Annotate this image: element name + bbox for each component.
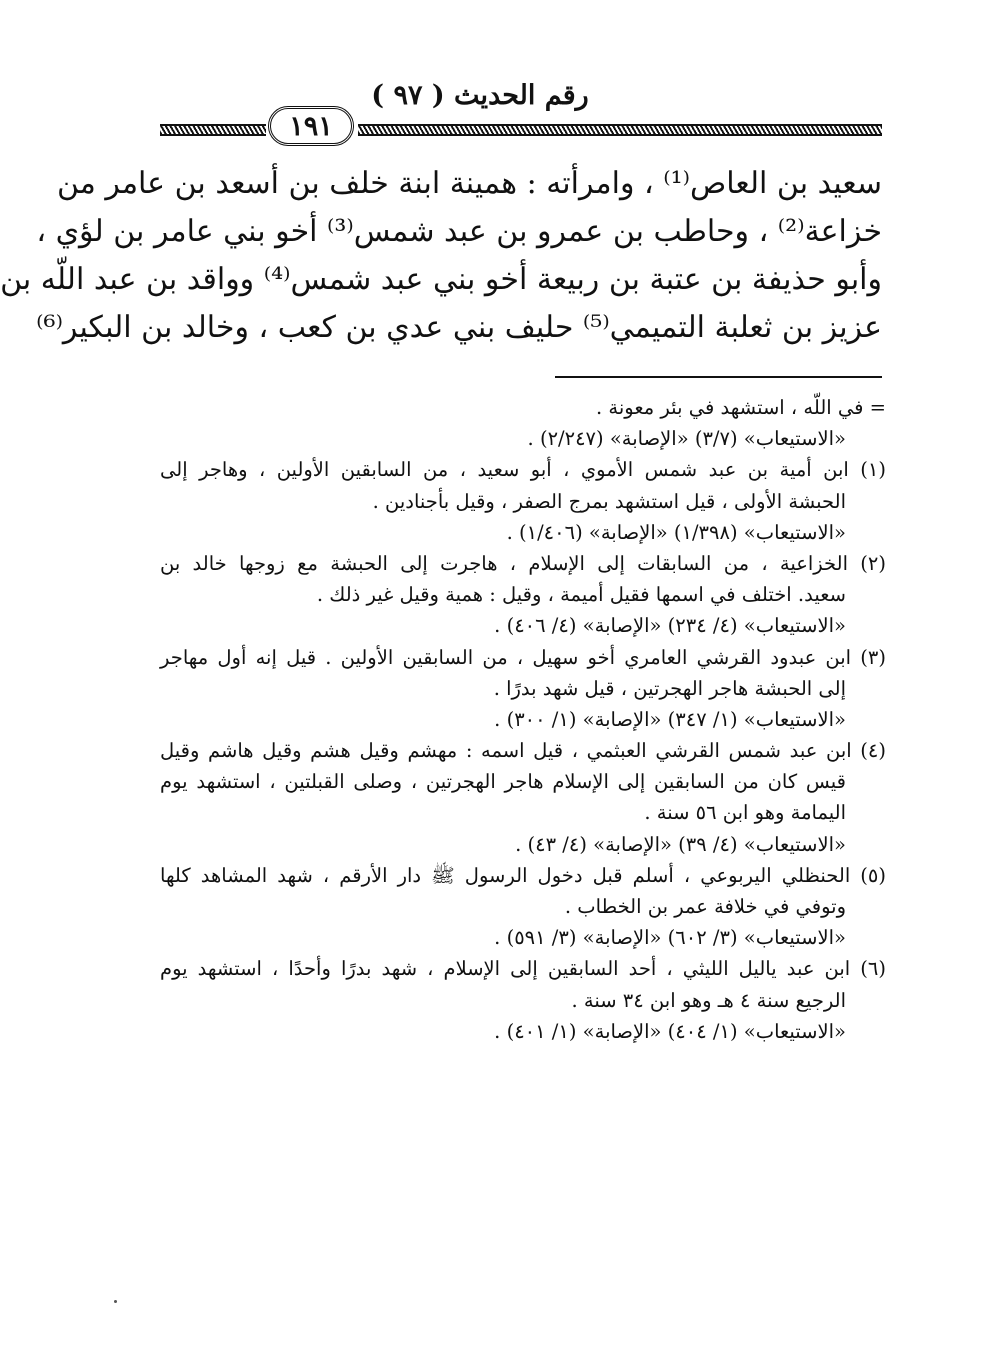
- footnote-line: «الاستيعاب» (١/ ٣٤٧) «الإصابة» (١/ ٣٠٠) .: [494, 707, 846, 731]
- footnote-line: (٣) ابن عبدود القرشي العامري أخو سهيل ، من السابقين الأولين . قيل إنه أول مهاجر: [160, 645, 886, 669]
- footnote-line: (١) ابن أمية بن عبد شمس الأموي ، أبو سعيد ، من السابقين الأولين ، وهاجر إلى: [160, 458, 886, 482]
- footnote-line: (٢) الخزاعية ، من السابقات إلى الإسلام ، هاجرت إلى الحبشة مع زوجها خالد بن: [160, 551, 886, 575]
- footnote-separator: [555, 376, 882, 378]
- main-text-line: عزيز بن ثعلبة التميمي⁽⁵⁾ حليف بني عدي بن كعب ، وخالد بن البكير⁽⁶⁾: [36, 310, 882, 345]
- footnote-line: اليمامة وهو ابن ٥٦ سنة .: [644, 801, 846, 825]
- main-text-block: [0, 160, 882, 352]
- footnote-line: سعيد. اختلف في اسمها فقيل أميمة ، وقيل : همية وقيل غير ذلك .: [316, 583, 846, 607]
- main-text-line: وأبو حذيفة بن عتبة بن ربيعة أخو بني عبد شمس⁽⁴⁾ وواقد بن عبد اللّه بن: [0, 262, 882, 297]
- main-text-line: خزاعة⁽²⁾ ، وحاطب بن عمرو بن عبد شمس⁽³⁾ أخو بني عامر بن لؤي ،: [36, 214, 882, 249]
- footnote-line: إلى الحبشة هاجر الهجرتين ، قيل شهد بدرًا .: [493, 676, 846, 700]
- footnote-6: [160, 953, 886, 1047]
- footnote-line: قيس كان من السابقين إلى الإسلام هاجر الهجرتين ، وصلى القبلتين ، استشهد يوم: [160, 770, 846, 794]
- footnote-line: «الاستيعاب» (١/٣٩٨) «الإصابة» (١/٤٠٦) .: [506, 520, 846, 544]
- page-number-badge: ١٩١: [268, 106, 354, 146]
- running-head-title: رقم الحديث ( ٩٧ ): [371, 80, 589, 111]
- footnote-line: «الاستيعاب» (١/ ٤٠٤) «الإصابة» (١/ ٤٠١) .: [494, 1019, 846, 1043]
- footnote-line: (٤) ابن عبد شمس القرشي العبثمي ، قيل اسمه : مهشم وقيل هشم وقيل هاشم وقيل: [160, 739, 886, 763]
- footnote-line: «الاستيعاب» (٣/٧) «الإصابة» (٢/٢٤٧) .: [527, 427, 846, 451]
- footnote-line: وتوفي في خلافة عمر بن الخطاب .: [564, 895, 846, 918]
- footnote-line: (٦) ابن عبد ياليل الليثي ، أحد السابقين إلى الإسلام ، شهد بدرًا وأحدًا ، استشهد يوم: [160, 957, 886, 981]
- footnotes-block: [160, 392, 886, 1047]
- main-text-line: سعيد بن العاص⁽¹⁾ ، وامرأته : همينة ابنة خلف بن أسعد بن عامر من: [56, 166, 882, 201]
- footnote-1: [160, 454, 886, 548]
- footnote-3: [160, 642, 886, 736]
- scan-speck: [114, 1300, 117, 1303]
- footnote-line: «الاستيعاب» (٤/ ٣٩) «الإصابة» (٤/ ٤٣) .: [515, 832, 846, 856]
- footnote-line: «الاستيعاب» (٤/ ٢٣٤) «الإصابة» (٤/ ٤٠٦) .: [494, 614, 846, 638]
- footnote-carryover: [160, 392, 886, 454]
- footnote-2: [160, 548, 886, 642]
- header-rule-left: [160, 124, 266, 136]
- footnote-line: = في اللّه ، استشهد في بئر معونة .: [596, 396, 886, 419]
- footnote-line: الرجيع سنة ٤ هـ وهو ابن ٣٤ سنة .: [571, 988, 846, 1012]
- footnote-5: [160, 860, 886, 954]
- footnote-line: الحبشة الأولى ، قيل استشهد بمرج الصفر ، وقيل بأجنادين .: [372, 489, 846, 513]
- header-rule-right: [358, 124, 882, 136]
- footnote-4: [160, 735, 886, 860]
- footnote-line: «الاستيعاب» (٣/ ٦٠٢) «الإصابة» (٣/ ٥٩١) .: [494, 926, 846, 950]
- footnote-line: (٥) الحنظلي اليربوعي ، أسلم قبل دخول الرسول ﷺ دار الأرقم ، شهد المشاهد كلها: [160, 863, 886, 887]
